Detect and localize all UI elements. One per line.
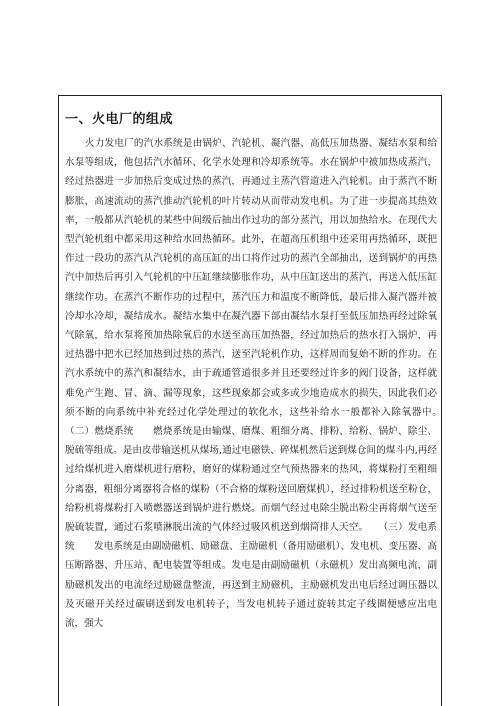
body-paragraph: 火力发电厂的汽水系统是由锅炉、汽轮机、凝汽器、高低压加热器、凝结水泵和给水泵等组成，他包括汽水循环、化学水处理和冷却系统等。水在锅炉中被加热成蒸汽，经过热器进一步加热后变成过热的蒸汽，再通过主蒸汽管道进入汽轮机。由于蒸汽不断膨胀，高速流动的蒸汽推动汽轮机的叶片转动从而带动发电机。为了进一步提高其热效率，一般都从汽轮机的某些中间级后抽出作过功的部分蒸汽，用以加热给水。在现代大型汽轮机组中都采用这种给水回热循环。此外，在超高压机组中还采用再热循环，既把作过一段功的蒸汽从汽轮机的高压缸的出口将作过功的蒸汽全部抽出，送到锅炉的再热汽中加热后再引入气轮机的中压缸继续膨胀作功，从中压缸送出的蒸汽，再送入低压缸继续作功。在蒸汽不断作功的过程中，蒸汽压力和温度不断降低，最后排入凝汽器并被冷却水冷却，凝结成水。凝结水集中在凝汽器下部由凝结水泵打至低压加热再经过除氧气除氧，给水泵将预加热除氧后的水送至高压加热器，经过加热后的热水打入锅炉，再过热器中把水已经加热到过热的蒸汽，送至汽轮机作功，这样周而复始不断的作功。在汽水系统中的蒸汽和凝结水，由于疏通管道很多并且还要经过许多的阀门设备，这样就难免产生跑、冒、滴、漏等现象，这些现象都会或多或少地造成水的损失，因此我们必须不断的向系统中补充经过化学处理过的软化水，这些补给水一般都补入除氧器中。 （二）燃烧系统 燃烧系统是由输煤、磨煤、粗细分离、排粉、给粉、锅炉、除尘、脱硫等组成。是由皮带输送机从煤场,通过电磁铁、碎煤机然后送到煤仓间的煤斗内,再经过给煤机进入磨煤机进行磨粉，磨好的煤粉通过空气预热器来的热风，将煤粉打至粗细分离器，粗细分离器将合格的煤粉（不合格的煤粉送回磨煤机），经过排粉机送至粉仓，给粉机将煤粉打入喷燃器送到锅炉进行燃烧。而烟气经过电除尘脱出粉尘再将烟气送至脱硫装置，通过石浆喷淋脱出流的气体经过吸风机送到烟筒排人天空。 （三）发电系统 发电系统是由副励磁机、励磁盘、主励磁机（备用励磁机）、发电机、变压器、高压断路器、升压站、配电装置等组成。发电是由副励磁机（永磁机）发出高频电流，副励磁机发出的电流经过励磁盘整流，再送到主励磁机，主励磁机发出电后经过调压器以及灭磁开关经过碳刷送到发电机转子，当发电机转子通过旋转其定子线圈便感应出电流，强大 — [65, 138, 457, 630]
document-frame — [58, 95, 457, 706]
section-title: 一、火电厂的组成 — [65, 112, 174, 127]
